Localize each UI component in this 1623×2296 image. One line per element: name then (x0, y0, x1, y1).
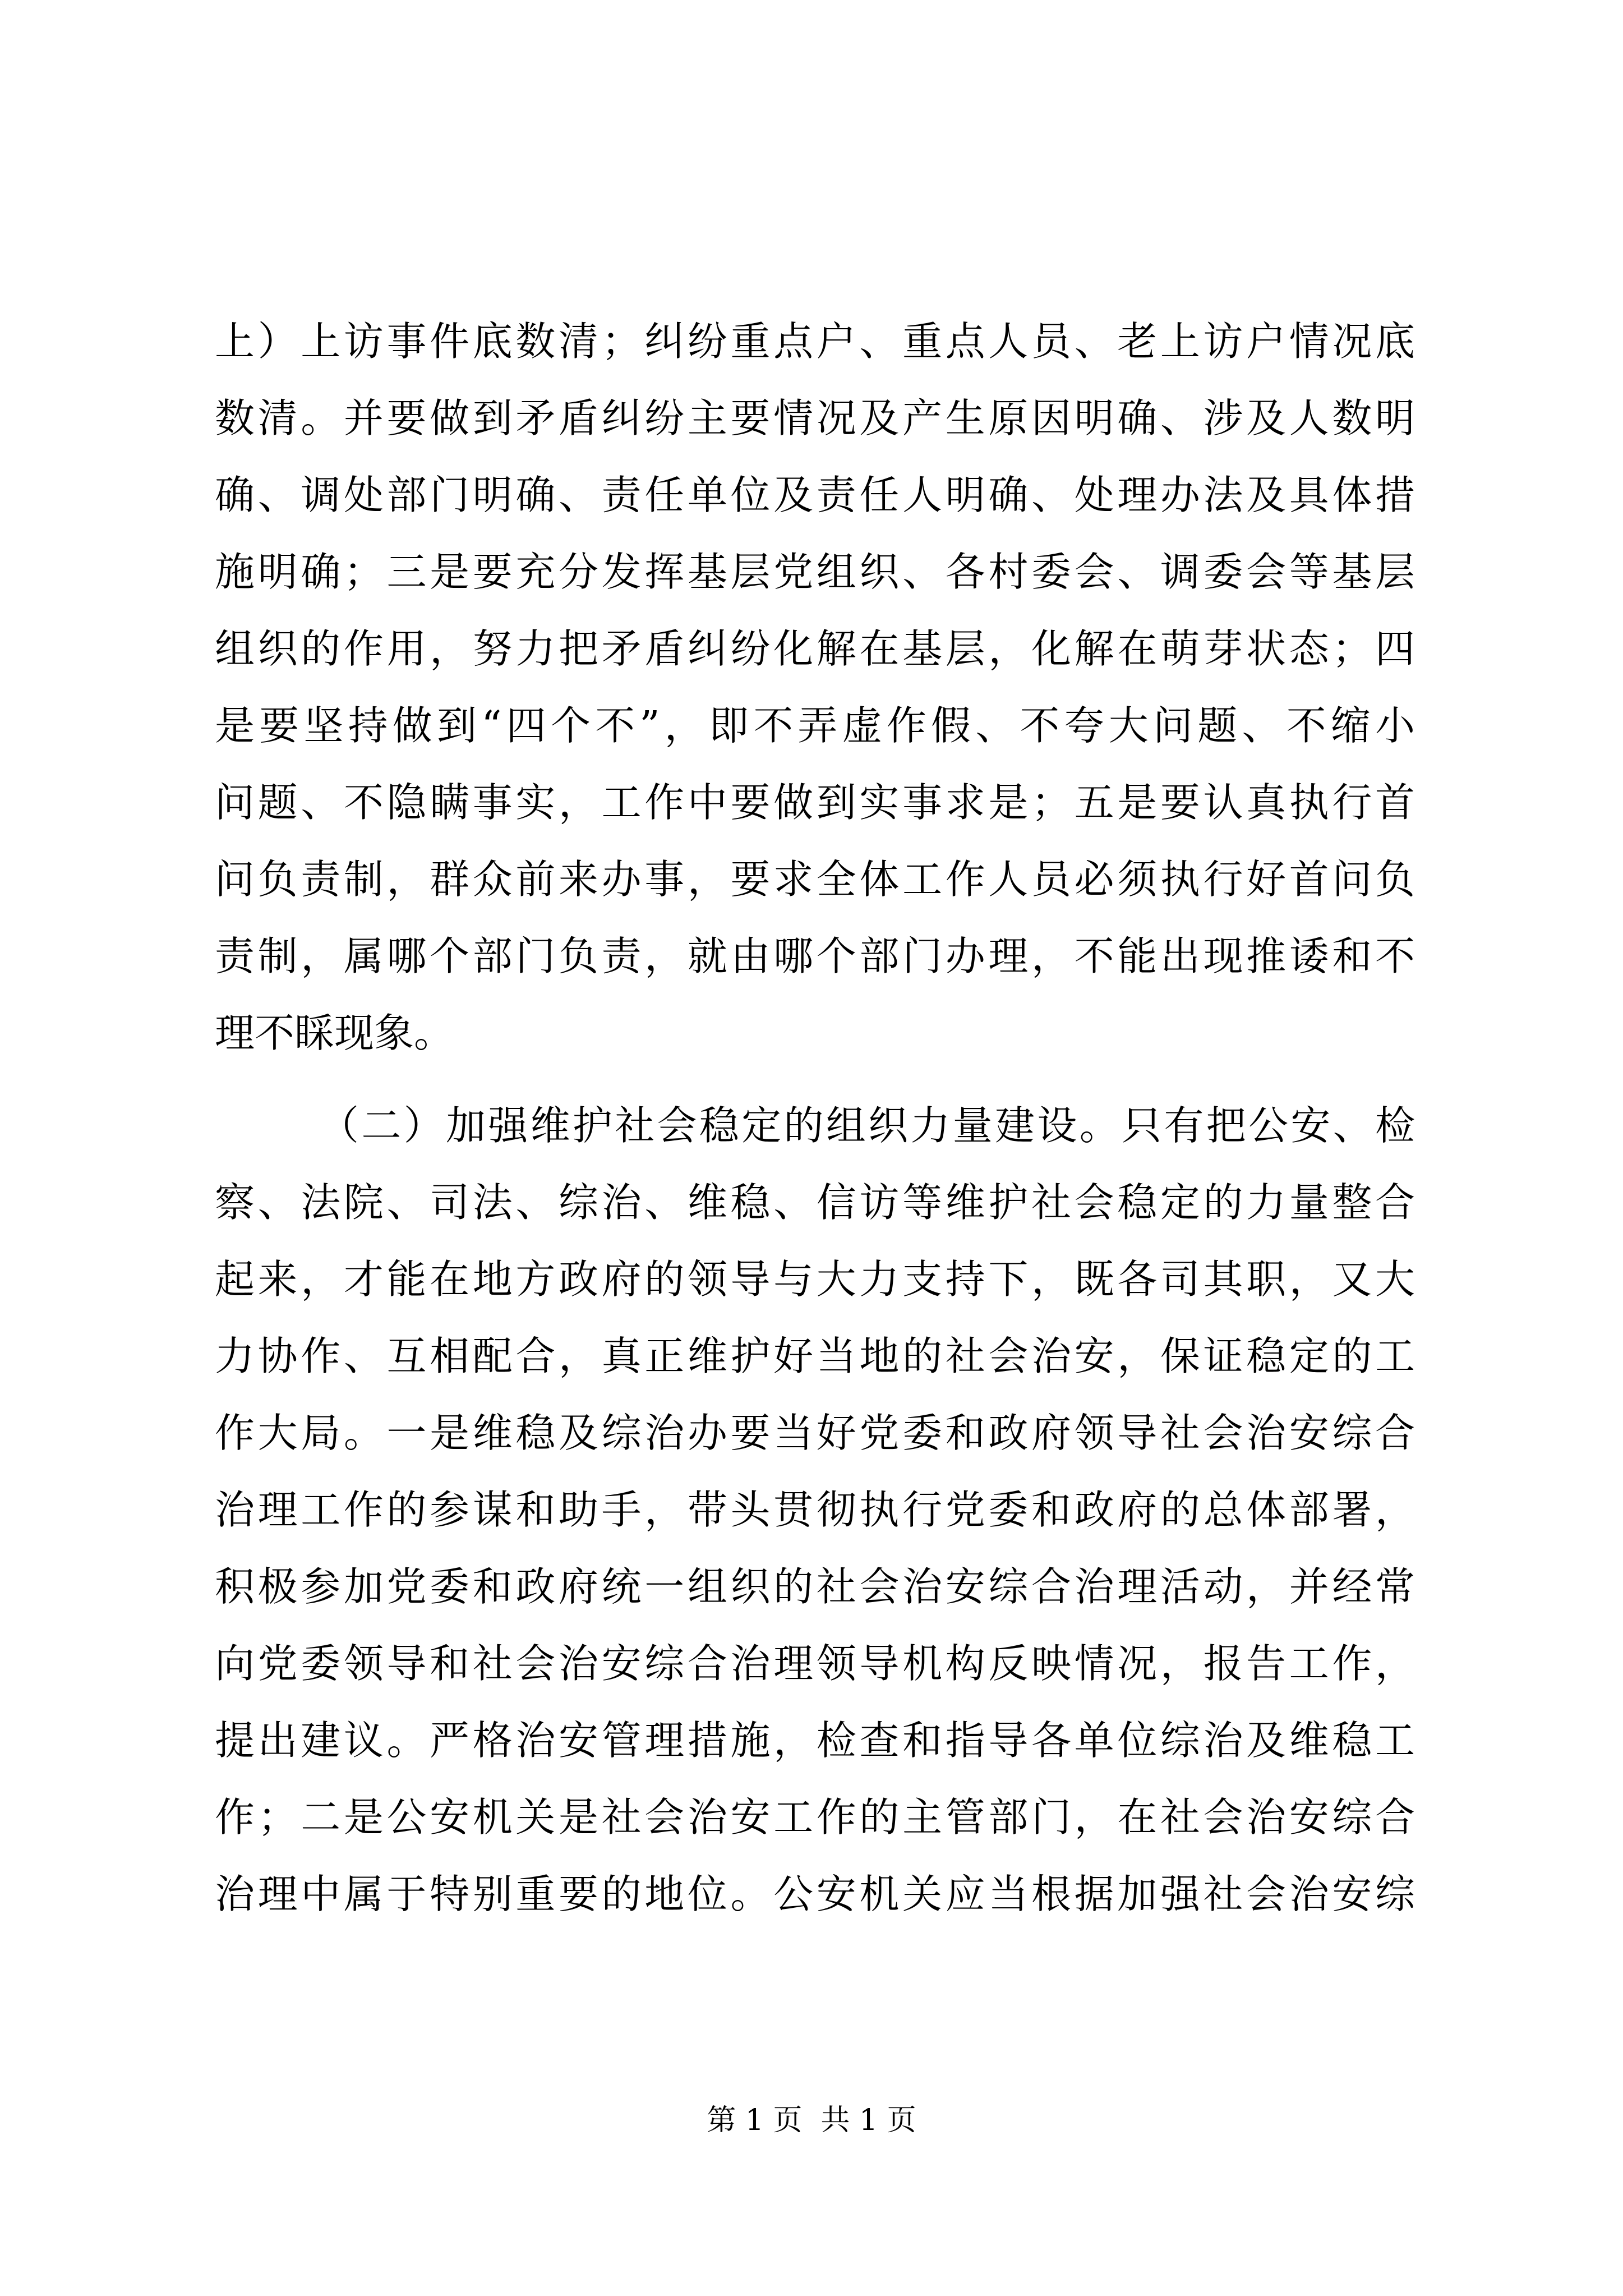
text-line: 责制，属哪个部门负责，就由哪个部门办理，不能出现推诿和不 (215, 933, 1415, 979)
text-line: 理不睬现象。 (215, 1010, 454, 1056)
page-number-label: 第 1 页 共 1 页 (707, 2104, 916, 2137)
paragraph-1 (215, 303, 1415, 1071)
text-line: 问负责制，群众前来办事，要求全体工作人员必须执行好首问负 (215, 856, 1415, 903)
text-line: 数清。并要做到矛盾纠纷主要情况及产生原因明确、涉及人数明 (215, 395, 1415, 441)
text-line: 组织的作用，努力把矛盾纠纷化解在基层，化解在萌芽状态；四 (215, 625, 1415, 672)
text-line: 是要坚持做到“四个不”，即不弄虚作假、不夸大问题、不缩小 (215, 702, 1415, 749)
text-line: （二）加强维护社会稳定的组织力量建设。只有把公安、检 (319, 1102, 1415, 1149)
text-line: 察、法院、司法、综治、维稳、信访等维护社会稳定的力量整合 (215, 1179, 1415, 1226)
text-line: 作；二是公安机关是社会治安工作的主管部门，在社会治安综合 (215, 1794, 1415, 1841)
text-line: 问题、不隐瞒事实，工作中要做到实事求是；五是要认真执行首 (215, 779, 1415, 826)
page-footer (0, 2104, 1623, 2137)
text-line: 力协作、互相配合，真正维护好当地的社会治安，保证稳定的工 (215, 1333, 1415, 1379)
text-line: 提出建议。严格治安管理措施，检查和指导各单位综治及维稳工 (215, 1717, 1415, 1764)
text-line: 积极参加党委和政府统一组织的社会治安综合治理活动，并经常 (215, 1563, 1415, 1610)
document-body (215, 303, 1415, 1932)
text-line: 起来，才能在地方政府的领导与大力支持下，既各司其职，又大 (215, 1256, 1415, 1303)
text-line: 确、调处部门明确、责任单位及责任人明确、处理办法及具体措 (215, 472, 1415, 518)
text-line: 施明确；三是要充分发挥基层党组织、各村委会、调委会等基层 (215, 549, 1415, 595)
text-line: 作大局。一是维稳及综治办要当好党委和政府领导社会治安综合 (215, 1410, 1415, 1456)
text-line: 上）上访事件底数清；纠纷重点户、重点人员、老上访户情况底 (215, 318, 1415, 365)
text-line: 向党委领导和社会治安综合治理领导机构反映情况，报告工作， (215, 1640, 1415, 1687)
text-line: 治理中属于特别重要的地位。公安机关应当根据加强社会治安综 (215, 1871, 1415, 1917)
paragraph-2 (215, 1087, 1415, 1932)
text-line: 治理工作的参谋和助手，带头贯彻执行党委和政府的总体部署， (215, 1487, 1415, 1533)
